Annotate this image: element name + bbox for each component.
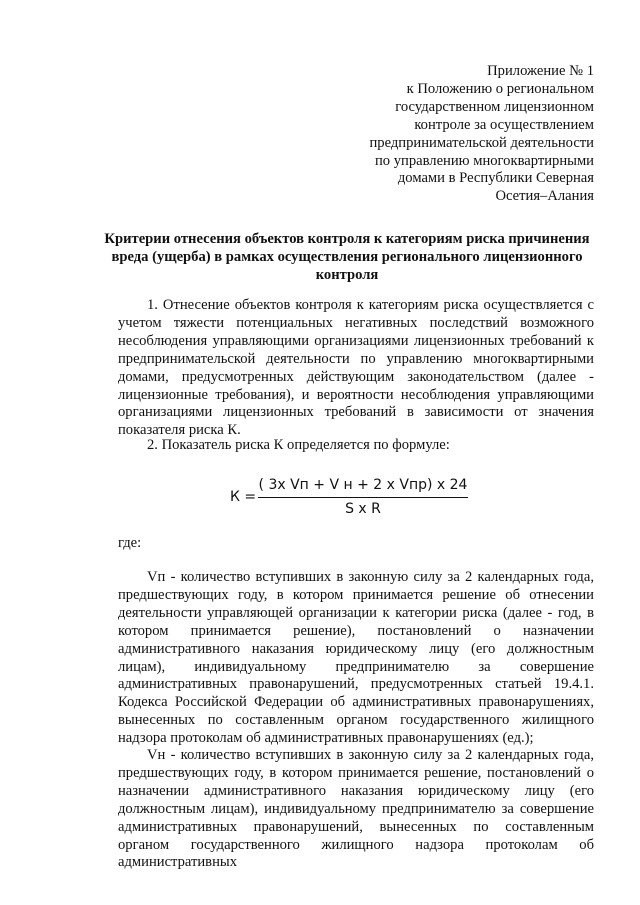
fraction-bar	[258, 497, 468, 498]
document-title: Критерии отнесения объектов контроля к категориям риска причинения вреда (ущерба) в рамках осуществления регионального лицензионного контроля	[104, 231, 590, 283]
appendix-header	[330, 63, 594, 206]
appendix-line: домами в Республики Северная	[397, 170, 594, 187]
appendix-line: предпринимательской деятельности	[369, 134, 594, 151]
appendix-line: Осетия–Алания	[495, 188, 594, 205]
formula-numerator: ( 3x Vп + V н + 2 x Vпр) x 24	[258, 477, 468, 493]
paragraph-2-block	[118, 437, 594, 455]
vn-definition: Vн - количество вступивших в законную силу за 2 календарных года, предшествующих году, в котором принимается решение, постановлений о назначении административного наказания юридическому лицу (его должностным лицам), индивидуальному предпринимателю за совершение административных правонарушений, вынесенных по составленным органом государственного жилищного надзора протоколам об административных	[118, 747, 594, 871]
formula-lhs: К =	[230, 489, 257, 505]
where-block	[118, 535, 594, 553]
appendix-line: государственном лицензионном	[395, 98, 594, 115]
paragraph-2: 2. Показатель риска К определяется по формуле:	[147, 437, 450, 453]
vp-definition-block	[118, 569, 594, 748]
paragraph-1-block	[118, 297, 594, 440]
appendix-line: к Положению о региональном	[406, 80, 594, 97]
risk-formula	[230, 477, 470, 521]
vp-definition: Vп - количество вступивших в законную силу за 2 календарных года, предшествующих году, в котором принимается решение об отнесении деятельности управляющей организации к категории риска (далее - год, в котором принимается решение), постановлений о назначении административного наказания юридическому лицу (его должностным лицам), индивидуальному предпринимателю за совершение административных правонарушений, предусмотренных статьей 19.4.1. Кодекса Российской Федерации об административных правонарушениях, вынесенных по составленным органом государственного жилищного надзора протоколам об административных правонарушениях (ед.);	[118, 569, 594, 747]
paragraph-1: 1. Отнесение объектов контроля к категориям риска осуществляется с учетом тяжести потенциальных негативных последствий возможного несоблюдения управляющими организациями лицензионных требований к предпринимательской деятельности по управлению многоквартирными домами, предусмотренных действующим законодательством (далее - лицензионные требования), и вероятности несоблюдения управляющими организациями лицензионных требований в зависимости от значения показателя риска К.	[118, 297, 594, 439]
formula-denominator: S x R	[345, 501, 381, 517]
appendix-line: Приложение № 1	[487, 63, 594, 79]
appendix-line: контроле за осуществлением	[414, 116, 594, 133]
vn-definition-block	[118, 747, 594, 872]
where-label: где:	[118, 535, 142, 551]
appendix-line: по управлению многоквартирными	[374, 152, 594, 169]
